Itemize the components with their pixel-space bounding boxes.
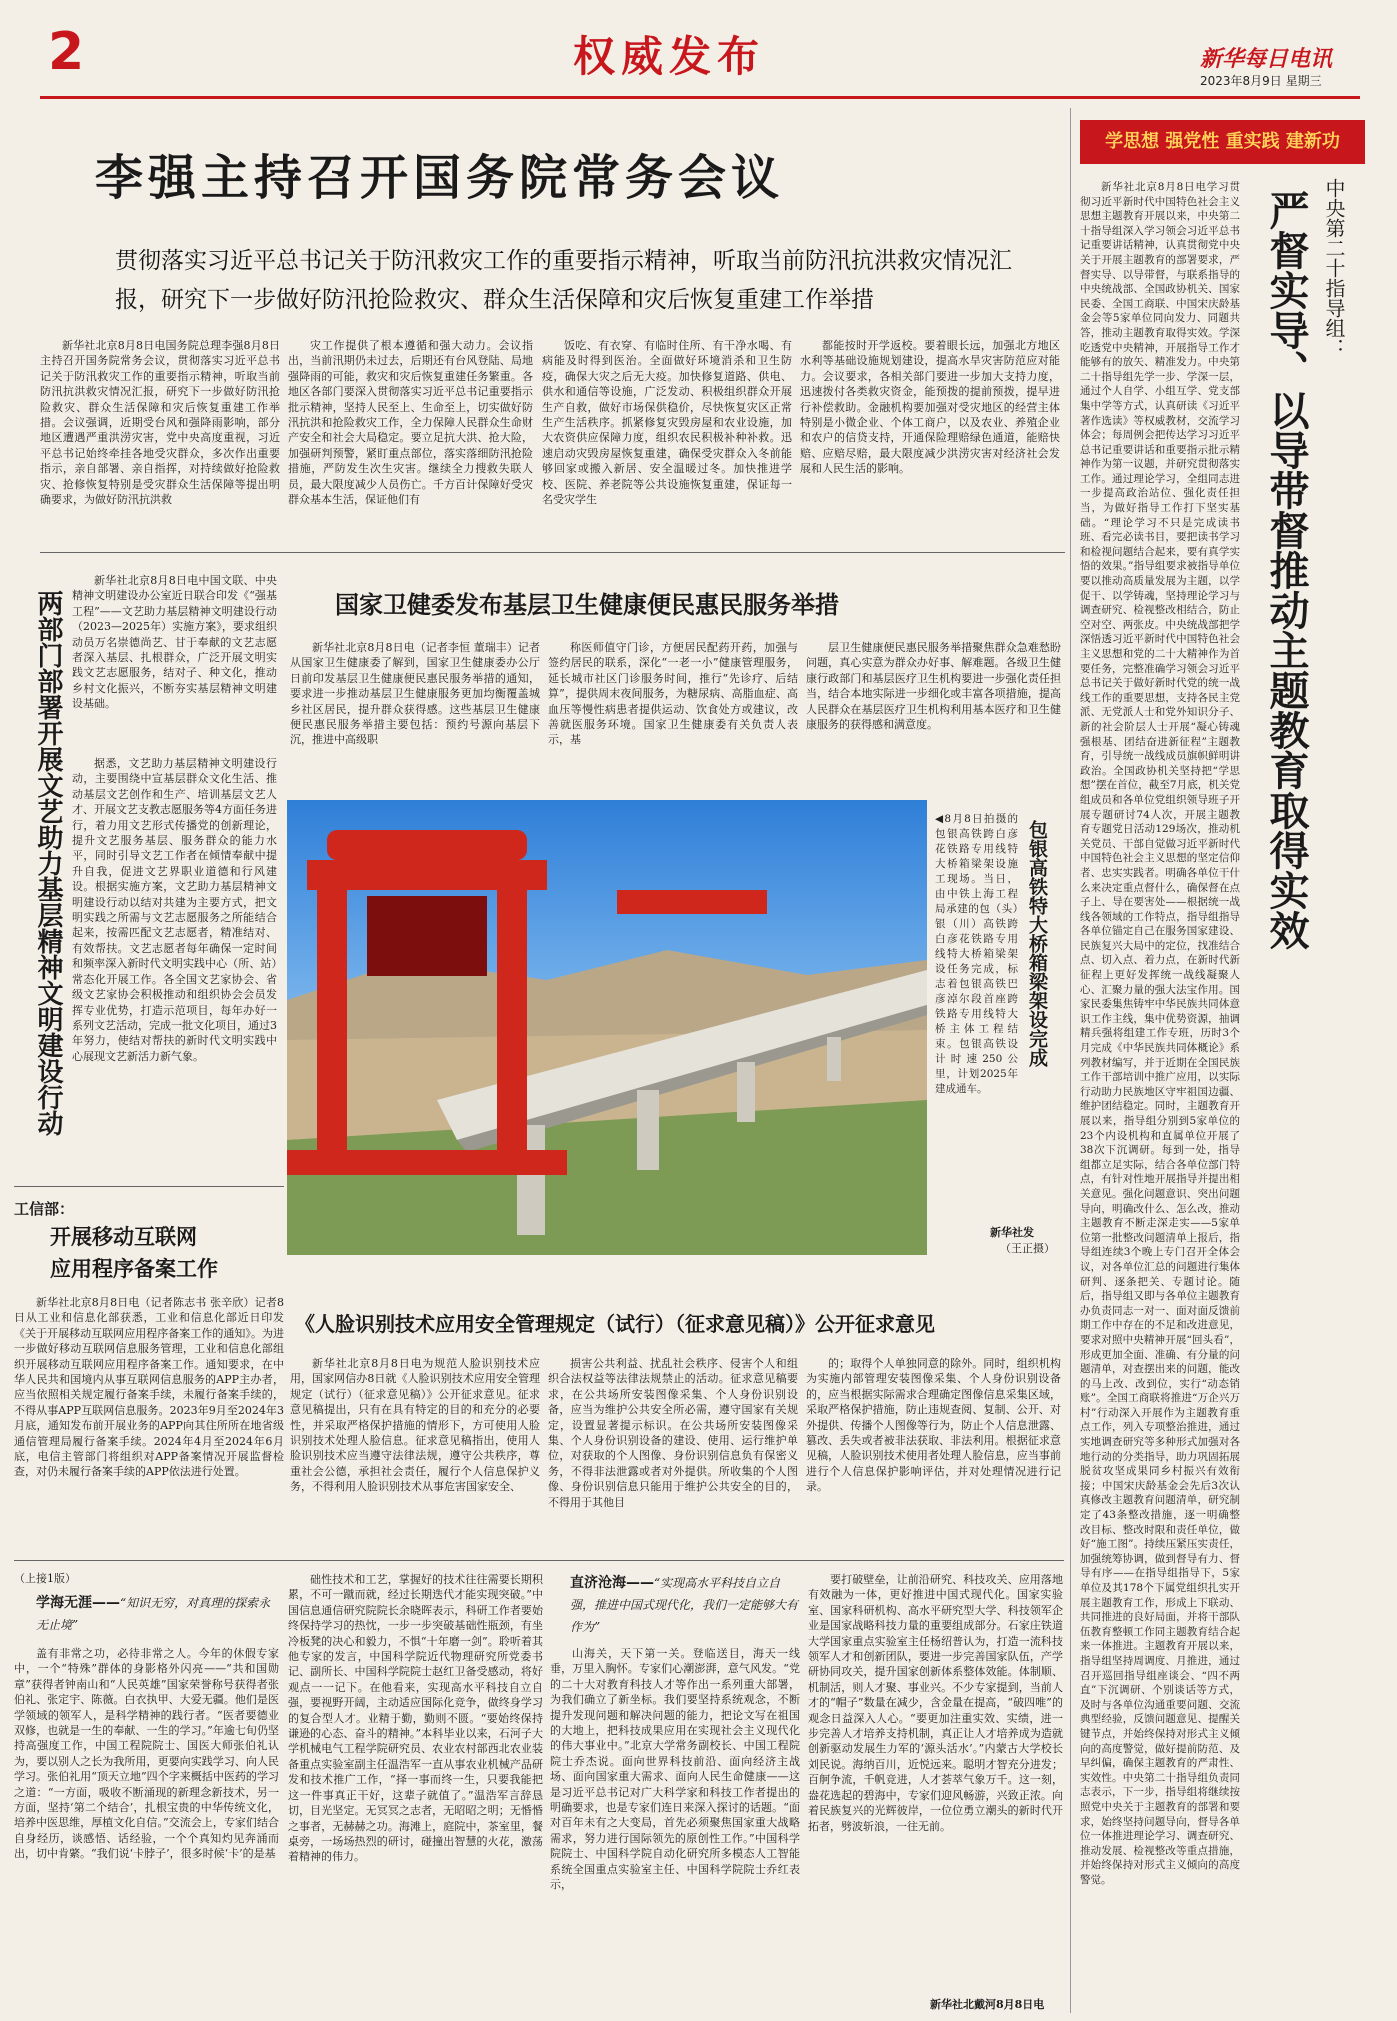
bottom-col-4: 要打破壁垒，让前沿研究、科技攻关、应用落地有效融为一体，更好推进中国式现代化。国家实验室、国家科研机构、高水平研究型大学、科技领军企业是国家战略科技力量的重要组成部分。石家庄铁道大学国家重点实验室主任杨绍普认为，打造一流科技领军人才和创新团队，要进一步完善国家队伍，产学研协同攻关，提升国家创新体系整体效能。体制顺、机制活，则人才聚、事业兴。不少专家提到，当前人才的“帽子”数量在减少，含金量在提高，“破四唯”的观念日益深入人心。“要更加注重实效、实绩，进一步完善人才培养支持机制，真正让人才培养成为造就创新驱动发展生力军的‘源头活水’。”内蒙古大学校长刘民说。海纳百川，近悦远来。聪明才智充分进发；百舸争流，千帆竞进，人才荟萃气象万千。这一刻，盎花选起的碧海中，专家们迎风畅游，兴致正浓。向着民族复兴的光辉彼岸，一位位勇立潮头的新时代开拓者，劈波斩浪，一往无前。 [808, 1573, 1063, 1833]
left-divider-1 [14, 1186, 284, 1187]
bottom-subtitle-2 [570, 1572, 800, 1638]
photo-credit: 新华社发 [990, 1226, 1034, 1239]
bottom-subtitle-2-lead: 直济沧海—— [570, 1575, 654, 1591]
bottom-subtitle-1-lead: 学海无涯—— [36, 1595, 120, 1611]
paper-logo: 新华每日电讯 [1200, 46, 1333, 72]
miit-headline-line2: 应用程序备案工作 [50, 1257, 218, 1281]
bottom-divider [14, 1560, 1064, 1561]
page-number: 2 [48, 22, 85, 82]
bottom-col-3: 山海关，天下第一关。登临送目，海天一线垂，万里入胸怀。专家们心潮澎湃，意气风发。“党的二十大对教育科技人才等作出一系列重大部署，为我们确立了新坐标。我们要坚持系统观念，不断提升发现问题和解决问题的能力，把论文写在祖国的大地上，把科技成果应用在实现社会主义现代化的伟大事业中。”北京大学常务副校长、中国工程院院士乔杰说。面向世界科技前沿、面向经济主战场、面向国家重大需求、面向人民生命健康——这是习近平总书记对广大科学家和科技工作者提出的明确要求，也是专家们连日来深入探讨的话题。“面对百年未有之大变局，首先必须聚焦国家重大战略需求，努力进行国际领先的原创性工作。”中国科学院院士、中国科学院自动化研究所多模态人工智能系统全国重点实验室主任、中国科学院院士乔红表示， [550, 1647, 800, 1892]
face-col-1: 新华社北京8月8日电为规范人脸识别技术应用，国家网信办8日就《人脸识别技术应用安全管理规定（试行）（征求意见稿）》公开征求意见。征求意见稿提出，只有在具有特定的目的和充分的必要性，并采取严格保护措施的情形下，方可使用人脸识别技术处理人脸信息。征求意见稿指出，使用人脸识别技术应当遵守法律法规，遵守公共秩序，尊重社会公德，承担社会责任，履行个人信息保护义务，不得利用人脸识别技术从事危害国家安全、 [290, 1357, 540, 1494]
section-title: 权威发布 [573, 32, 766, 81]
bridge-photo [287, 800, 927, 1255]
slogan-text: 学思想 强党性 重实践 建新功 [1105, 131, 1340, 152]
culture-body-mid: 据悉，文艺助力基层精神文明建设行动，主要围绕中宣基层群众文化生活、推动基层文艺创作和生产、培训基层文艺人才、开展文艺支教志愿服务等4方面任务进行，着力用文艺形式传播党的创新理论，提升文艺服务基层、服务群众的能力水平，同时引导文艺工作者在倾情奉献中提升自我，促进文艺界职业道德和行风建设。根据实施方案，文艺助力基层精神文明建设行动以结对共建为主要方式，把文明实践之所需与文艺志愿服务之所能结合起来，按需匹配文艺志愿者，精准结对、有效帮扶。文艺志愿者每年确保一定时间和频率深入新时代文明实践中心（所、站）常态化开展工作。各全国文艺家协会、省级文艺家协会积极推动和组织协会会员发挥专业优势，打造示范项目，每年办好一系列文艺活动，完成一批文化项目，通过3年努力，使结对帮扶的新时代文明实践中心展现文艺新活力新气象。 [72, 757, 277, 1063]
right-col-body: 新华社北京8月8日电学习贯彻习近平新时代中国特色社会主义思想主题教育开展以来，中央第二十指导组深入学习领会习近平总书记重要讲话精神，认真贯彻党中央关于开展主题教育的部署要求，严督实导、以导带督，与联系指导的中央统战部、全国政协机关、国家民委、全国工商联、中国宋庆龄基金会等5家单位同向发力、同题共答，推动主题教育取得实效。学深吃透党中央精神，开展指导工作才能够有的放矢、精准发力。中央第二十指导组先学一步、学深一层，通过个人自学、小组互学、党支部集中学等方式，认真研读《习近平著作选读》等权威教材，交流学习体会；每周例会把传达学习习近平总书记重要讲话和重要指示批示精神作为第一议题，并研究贯彻落实工作。通过理论学习，全组同志进一步提高政治站位、强化责任担当，为做好指导工作打下坚实基础。“理论学习不只是完成读书班、看完必读书目，要把读书学习和检视问题结合起来，要有真学实悟的效果。”指导组要求被指导单位要以推动高质量发展为主题，以学促干、以学铸魂，坚持理论学习与调查研究、检视整改相结合，防止空对空、两张皮。中央统战部把学深悟透习近平新时代中国特色社会主义思想和党的二十大精神作为首要任务，完整准确学习领会习近平总书记关于做好新时代党的统一战线工作的重要思想，支持各民主党派、无党派人士和党外知识分子、新的社会阶层人士开展“凝心铸魂强根基、团结奋进新征程”主题教育，引导统一战线成员旗帜鲜明讲政治。全国政协机关坚持把“学思想”摆在首位，截至7月底，机关党组成员和各单位党组织领导班子开展专题研讨74人次，开展主题教育专题党日活动129场次，推动机关党员、干部自觉做习近平新时代中国特色社会主义思想的坚定信仰者、忠实实践者。明确各单位干什么来决定重点督什么，确保督在点子上、导在要害处——根据统一战线各领域的工作特点，指导组指导各单位锚定自己在服务国家建设、民族复兴大局中的定位，找准结合点、切入点、着力点，在新时代新征程上更好发挥统一战线凝聚人心、汇聚力量的强大法宝作用。国家民委集焦铸牢中华民族共同体意识工作主线，集中优势资源，抽调精兵强将组建工作专班，历时3个月完成《中华民族共同体概论》系列教材编写，并于近期在全国民族工作干部培训中推广应用，以实际行动助力民族地区守牢祖国边疆、维护团结稳定。同时，主题教育开展以来，指导组分别到5家单位的23个内设机构和直属单位开展了38次下沉调研。每到一处，指导组都立足实际，结合各单位部门特点，有针对性地开展指导并提出相关意见。强化问题意识、突出问题导向，明确改什么、怎么改，推动主题教育不断走深走实——5家单位第一批整改问题清单上报后，指导组连续3个晚上专门召开全体会议，对各单位汇总的问题进行集体研判、逐条把关、专题讨论。随后，指导组又即与各单位主题教育办负责同志一对一、面对面反馈前期工作中存在的不足和改进意见，要求对照中央精神开展“回头看”，形成更加全面、准确、有分量的问题清单，对查摆出来的问题，能改的马上改、改到位，实行“动态销账”。全国工商联将推进“万企兴万村”行动深入开展作为主题教育重点工作，列入专项整治推进，通过实地调查研究等多种形式加强对各地行动的分类指导，助力巩固拓展脱贫攻坚成果同乡村振兴有效衔接；中国宋庆龄基金会先后3次认真修改主题教育问题清单，研究制定了43条整改措施，逐一明确整改目标、整改时限和责任单位，做好“施工图”。持续压紧压实责任，加强统筹协调，做到督导有力、督导有序——在指导组指导下，5家单位及其178个下属党组织扎实开展主题教育工作，形成上下联动、共同推进的良好局面，并将干部队伍教育整顿工作同主题教育结合起来一体推进。主题教育开展以来，指导组坚持周调度、月推进，通过召开巡回指导组座谈会、“四不两直”下沉调研、个别谈话等方式，及时与各单位沟通重要问题、交流典型经验，反馈问题意见、提醒关键节点，并始终保持对形式主义倾向的高度警觉，做好提前防范、及早纠偏，确保主题教育的严肃性、实效性。中央第二十指导组负责同志表示，下一步，指导组将继续按照党中央关于主题教育的部署和要求，始终坚持问题导向，督导各单位一体推进理论学习、调查研究、推动发展、检视整改等重点措施，并始终保持对形式主义倾向的高度警觉。 [1080, 181, 1240, 1886]
bottom-subtitle-2-quote: “实现高水平科技自立自强，推进中国式现代化，我们一定能够大有作为” [570, 1576, 799, 1634]
main-col-4: 都能按时开学返校。要着眼长远，加强北方地区水利等基础设施规划建设，提高水旱灾害防范应对能力。会议要求，各相关部门要进一步加大支持力度，迅速拨付各类救灾资金，能预拨的提前预拨，提早进行补偿救助。金融机构要加强对受灾地区的经营主体特别是小微企业、个体工商户，以及农业、养殖企业和农户的信贷支持，开通保险理赔绿色通道，能赔快赔、应赔尽赔，最大限度减少洪涝灾害对经济社会发展和人民生活的影响。 [800, 339, 1060, 476]
main-col-1: 新华社北京8月8日电国务院总理李强8月8日主持召开国务院常务会议，贯彻落实习近平总书记关于防汛救灾工作的重要指示精神，听取当前防汛抗洪救灾情况汇报，研究下一步做好防汛抢险救灾、群众生活保障和灾后恢复重建工作举措。会议强调，近期受台风和强降雨影响，部分地区遭遇严重洪涝灾害，党中央高度重视，习近平总书记始终牵挂各地受灾群众，多次作出重要指示，亲自部署、亲自指挥，对持续做好抢险救灾、抢修恢复特别是受灾群众生活保障等提出明确要求，为做好防汛抗洪救 [40, 339, 280, 507]
face-headline: 《人脸识别技术应用安全管理规定（试行）（征求意见稿）》公开征求意见 [295, 1312, 935, 1336]
health-col-2: 称医师值守门诊，方便居民配药开药，加强与签约居民的联系，深化“一老一小”健康管理服务，延长城市社区门诊服务时间，推行“先诊疗、后结算”，提供周末夜间服务，为糖尿病、高脂血症、高血压等慢性病患者提供运动、饮食处方或建议，改善就医服务环境。国家卫生健康委有关负责人表示，基 [548, 641, 798, 747]
miit-kicker: 工信部： [14, 1200, 75, 1218]
main-divider [40, 552, 1065, 553]
photo-photographer: （王正摄） [1000, 1242, 1055, 1255]
bottom-subtitle-1-quote: “知识无穷，对真理的探索永无止境” [36, 1596, 271, 1632]
face-col-2: 损害公共利益、扰乱社会秩序、侵害个人和组织合法权益等法律法规禁止的活动。征求意见稿要求，在公共场所安装图像采集、个人身份识别设备，应当为维护公共安全所必需，遵守国家有关规定，设置显著提示标识。在公共场所安装图像采集、个人身份识别设备的建设、使用、运行维护单位，对获取的个人图像、身份识别信息负有保密义务，不得非法泄露或者对外提供。所收集的个人图像、身份识别信息只能用于维护公共安全的目的，不得用于其他目 [548, 1357, 798, 1509]
health-col-3: 层卫生健康便民惠民服务举措聚焦群众急难愁盼问题，真心实意为群众办好事、解难题。各级卫生健康行政部门和基层医疗卫生机构要进一步强化责任担当，结合本地实际进一步细化或丰富各项措施，提高人民群众在基层医疗卫生机构利用基本医疗和卫生健康服务的获得感和满意度。 [806, 641, 1061, 732]
miit-headline-line1: 开展移动互联网 [50, 1225, 197, 1249]
bottom-col-2: 础性技术和工艺，掌握好的技术往往需要长期积累，不可一蹴而就，经过长期迭代才能实现突破。”中国信息通信研究院院长余晓晖表示，科研工作者要始终保持学习的热忱，一步一步突破基础性瓶颈，有坐冷板凳的决心和毅力，不惧“十年磨一剑”。聆听着其他专家的发言，中国科学院近代物理研究所党委书记、副所长、中国科学院院士赵红卫备受感动，将好观点一一记下。在他看来，实现高水平科技自立自强，要视野开阔，主动适应国际化竞争，做终身学习的复合型人才。业精于勤，勤则不匮。“要始终保持谦逊的心态、奋斗的精神。”本科毕业以来，石河子大学机械电气工程学院研究员、农业农村部西北农业装备重点实验室副主任温浩军一直从事农业机械产品研发和技术推广工作，“择一事而终一生，只要我能把这一件事真正干好，这辈子就值了。”温浩军言辞恳切，目光坚定。无冥冥之志者，无昭昭之明；无惛惛之事者，无赫赫之功。海滩上，庭院中，茶室里，餐桌旁，一场场热烈的研讨，碰撞出智慧的火花，激荡着精神的伟力。 [288, 1573, 543, 1864]
culture-body-top: 新华社北京8月8日电中国文联、中央精神文明建设办公室近日联合印发《“强基工程”——文艺助力基层精神文明建设行动（2023—2025年）实施方案》，要求组织动员万名崇德尚艺、甘于奉献的文艺志愿者深入基层、扎根群众，广泛开展文明实践文艺志愿服务，结对子、种文化，推动乡村文化振兴，不断夯实基层精神文明建设基础。 [72, 574, 277, 711]
main-col-3: 饭吃、有衣穿、有临时住所、有干净水喝、有病能及时得到医治。全面做好环境消杀和卫生防疫，确保大灾之后无大疫。加快修复道路、供电、供水和通信等设施，广泛发动、积极组织群众开展生产自救，做好市场保供稳价，尽快恢复灾区正常生产生活秩序。抓紧修复灾毁房屋和农业设施，加大农资供应保障力度，组织农民积极补种补救。迅速启动灾毁房屋恢复重建，确保受灾群众入冬前能够回家或搬入新居、安全温暖过冬。加快推进学校、医院、养老院等公共设施恢复重建，保证每一名受灾学生 [542, 339, 792, 507]
right-col-headline: 严督实导、以导带督推动主题教育取得实效 [1263, 190, 1309, 950]
right-col-divider [1070, 108, 1071, 2013]
continued-tag: （上接1版） [14, 1572, 76, 1585]
photo-caption-text: ◀8月8日拍摄的包银高铁跨白彦花铁路专用线特大桥箱梁架设施工现场。当日，由中铁上海工程局承建的包（头）银（川）高铁跨白彦花铁路专用线特大桥箱梁架设任务完成，标志着包银高铁巴彦淖尔段首座跨铁路专用线特大桥主体工程结束。包银高铁设计时速250公里，计划2025年建成通车。 [935, 813, 1018, 1095]
health-headline: 国家卫健委发布基层卫生健康便民惠民服务举措 [335, 591, 839, 619]
right-col-kicker: 中央第二十指导组： [1322, 178, 1346, 358]
bridge-photo-illustration [287, 800, 927, 1255]
face-col-3: 的；取得个人单独同意的除外。同时，组织机构为实施内部管理安装图像采集、个人身份识别设备的，应当根据实际需求合理确定图像信息采集区域，采取严格保护措施，防止违规查阅、复制、公开、对外提供、传播个人图像等行为，防止个人信息泄露、篡改、丢失或者被非法获取、非法利用。根据征求意见稿，人脸识别技术使用者处理人脸信息，应当事前进行个人信息保护影响评估，并对处理情况进行记录。 [806, 1357, 1061, 1494]
issue-date: 2023年8月9日 星期三 [1200, 74, 1322, 88]
main-subhead: 贯彻落实习近平总书记关于防汛救灾工作的重要指示精神，听取当前防汛抗洪救灾情况汇报，研究下一步做好防汛抢险救灾、群众生活保障和灾后恢复重建工作举措 [115, 248, 1012, 313]
health-col-1: 新华社北京8月8日电（记者李恒 董瑞丰）记者从国家卫生健康委了解到，国家卫生健康委办公厅日前印发基层卫生健康便民惠民服务举措的通知，要求进一步推动基层卫生健康服务更加均衡覆盖城乡社区居民，提升群众获得感。这些基层卫生健康便民惠民服务举措主要包括：预约号源向基层下沉，推进中高级职 [290, 641, 540, 747]
main-col-2: 灾工作提供了根本遵循和强大动力。会议指出，当前汛期仍未过去，后期还有台风登陆、局地强降雨的可能，救灾和灾后恢复重建任务繁重。各地区各部门要深入贯彻落实习近平总书记重要指示批示精神，坚持人民至上、生命至上，切实做好防汛抗洪和抢险救灾工作，全力保障人民群众生命财产安全和社会大局稳定。要立足抗大洪、抢大险，加强研判预警，紧盯重点部位，落实落细防汛抢险措施，严防发生次生灾害。继续全力搜救失联人员，最大限度减少人员伤亡。千方百计保障好受灾群众基本生活，保证他们有 [288, 339, 533, 507]
bottom-col-1: 盖有非常之功，必待非常之人。今年的休假专家中，一个“特殊”群体的身影格外闪亮——“共和国勋章”获得者钟南山和“人民英雄”国家荣誉称号获得者张伯礼、张定宇、陈薇。白衣执甲、大爱无疆。他们是医学领域的领军人，是科学精神的践行者。“医者要德业双修，也就是一生的奉献、一生的学习。”年逾七旬仍坚持高强度工作，中国工程院院士、国医大师张伯礼认为，要以别人之长为我所用，更要向实践学习、向人民学习。张伯礼用“顶天立地”四个字来概括中医药的学习之道：“一方面，吸收不断涌现的新理念新技术，另一方面，坚持‘第二个结合’，扎根宝贵的中华传统文化，培养中医思维，厚植文化自信。”交流会上，专家们结合自身经历，谈感悟、话经验，一个个真知灼见奔涌而出，切中肯綮。“我们说‘卡脖子’，很多时候‘卡’的是基 [14, 1647, 279, 1861]
bottom-dateline: 新华社北戴河8月8日电 [930, 1998, 1045, 2011]
masthead-rule [40, 96, 1360, 99]
photo-caption-headline: 包银高铁特大桥箱梁架设完成 [1026, 820, 1048, 1067]
slogan-banner [1080, 120, 1365, 164]
bottom-subtitle-1 [36, 1592, 276, 1636]
main-headline: 李强主持召开国务院常务会议 [95, 150, 785, 206]
miit-body: 新华社北京8月8日电（记者陈志书 张辛欣）记者8日从工业和信息化部获悉，工业和信息化部近日印发《关于开展移动互联网应用程序备案工作的通知》。为进一步做好移动互联网信息服务管理，工业和信息化部组织开展移动互联网应用程序备案工作。通知要求，在中华人民共和国境内从事互联网信息服务的APP主办者，应当依照相关规定履行备案手续，未履行备案手续的，不得从事APP互联网信息服务。2023年9月至2024年3月底，通知发布前开展业务的APP向其住所所在地省级通信管理局履行备案手续。2024年4月至2024年6月底，电信主管部门将组织对APP备案情况开展监督检查，对仍未履行备案手续的APP依法进行处置。 [14, 1296, 284, 1479]
culture-headline: 两部门部署开展文艺助力基层精神文明建设行动 [33, 590, 63, 1136]
